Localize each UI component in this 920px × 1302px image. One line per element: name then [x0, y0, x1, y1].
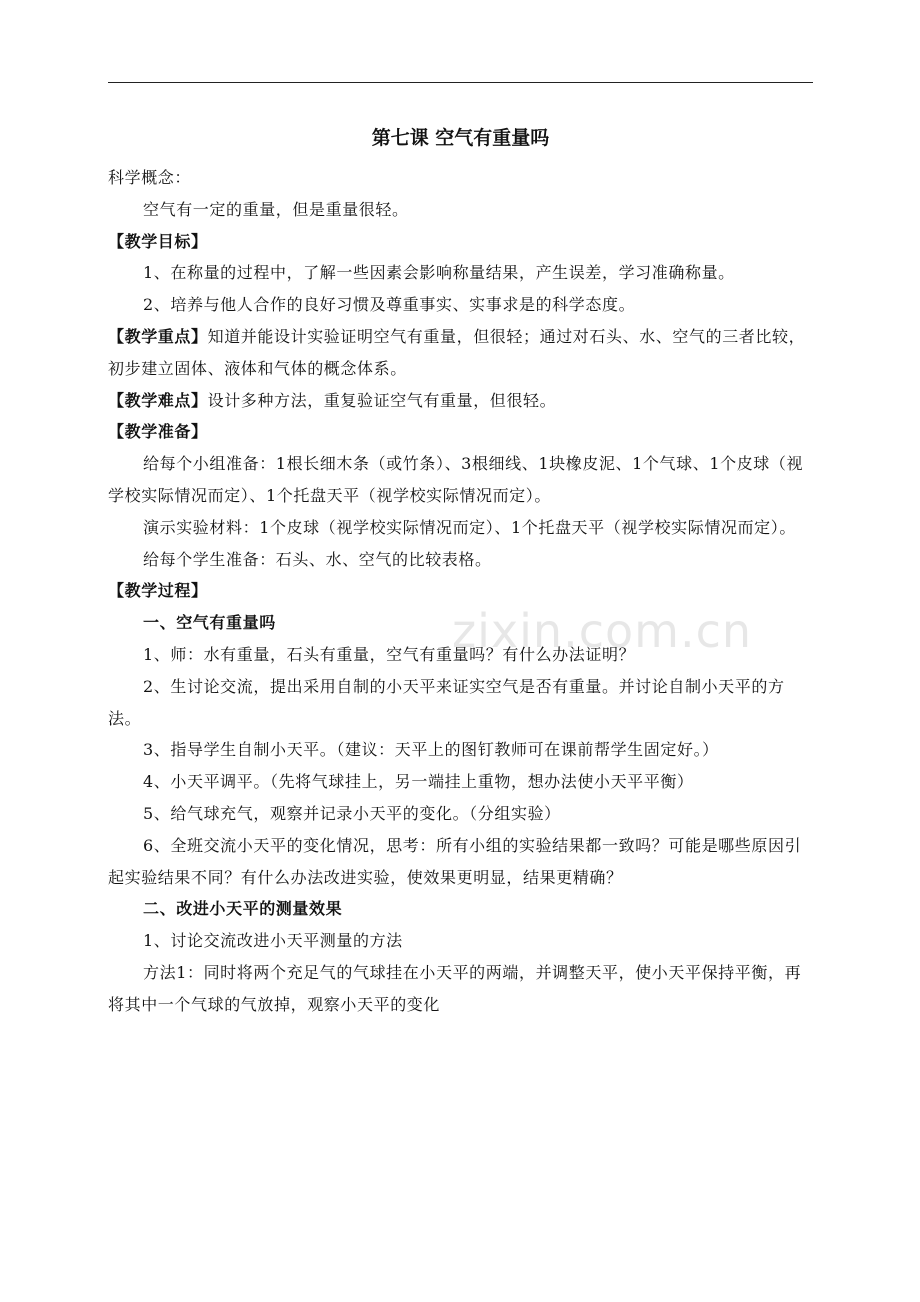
prep-item: 给每个学生准备：石头、水、空气的比较表格。 — [143, 549, 492, 569]
difficulty-text: 设计多种方法，重复验证空气有重量，但很轻。 — [207, 390, 557, 410]
difficulty-heading: 【教学难点】 — [108, 390, 208, 410]
key-point-text: 知道并能设计实验证明空气有重量，但很轻；通过对石头、水、空气的三者比较，初步建立固体、液体和气体的概念体系。 — [108, 326, 806, 378]
section1-heading: 一、空气有重量吗 — [143, 613, 276, 633]
document-body — [108, 118, 813, 1021]
process-step: 6、全班交流小天平的变化情况，思考：所有小组的实验结果都一致吗？可能是哪些原因引起实验结果不同？有什么办法改进实验，使效果更明显，结果更精确？ — [108, 835, 802, 887]
key-point-heading: 【教学重点】 — [108, 326, 208, 346]
watermark: zixin.com.cn — [452, 604, 753, 658]
process-step: 5、给气球充气，观察并记录小天平的变化。（分组实验） — [143, 803, 561, 823]
page-title: 第七课 空气有重量吗 — [371, 127, 550, 149]
process-step: 3、指导学生自制小天平。（建议：天平上的图钉教师可在课前帮学生固定好。） — [143, 740, 719, 760]
process-step: 2、生讨论交流，提出采用自制的小天平来证实空气是否有重量。并讨论自制小天平的方法。 — [108, 676, 785, 728]
prep-item: 演示实验材料：1个皮球（视学校实际情况而定）、1个托盘天平（视学校实际情况而定）。 — [143, 517, 796, 537]
key-point-paragraph — [108, 321, 813, 385]
section2-heading: 二、改进小天平的测量效果 — [143, 899, 343, 919]
goal-item: 1、在称量的过程中，了解一些因素会影响称量结果，产生误差，学习准确称量。 — [143, 263, 735, 283]
header-rule — [108, 82, 813, 83]
process-step: 方法1：同时将两个充足气的气球挂在小天平的两端，并调整天平，使小天平保持平衡，再将其中一个气球的气放掉，观察小天平的变化 — [108, 962, 802, 1014]
process-step: 1、讨论交流改进小天平测量的方法 — [143, 931, 403, 951]
concept-text: 空气有一定的重量，但是重量很轻。 — [143, 199, 409, 219]
process-heading: 【教学过程】 — [108, 581, 208, 601]
process-step: 4、小天平调平。（先将气球挂上，另一端挂上重物，想办法使小天平平衡） — [143, 772, 694, 792]
goal-item: 2、培养与他人合作的良好习惯及尊重事实、实事求是的科学态度。 — [143, 295, 636, 315]
goals-heading: 【教学目标】 — [108, 231, 208, 251]
prep-item: 给每个小组准备：1根长细木条（或竹条）、3根细线、1块橡皮泥、1个气球、1个皮球（视学校实际情况而定）、1个托盘天平（视学校实际情况而定）。 — [108, 454, 804, 505]
prep-heading: 【教学准备】 — [108, 422, 208, 442]
difficulty-paragraph — [108, 385, 813, 417]
concept-label: 科学概念： — [108, 168, 192, 187]
process-step: 1、师：水有重量，石头有重量，空气有重量吗？有什么办法证明？ — [143, 644, 636, 664]
